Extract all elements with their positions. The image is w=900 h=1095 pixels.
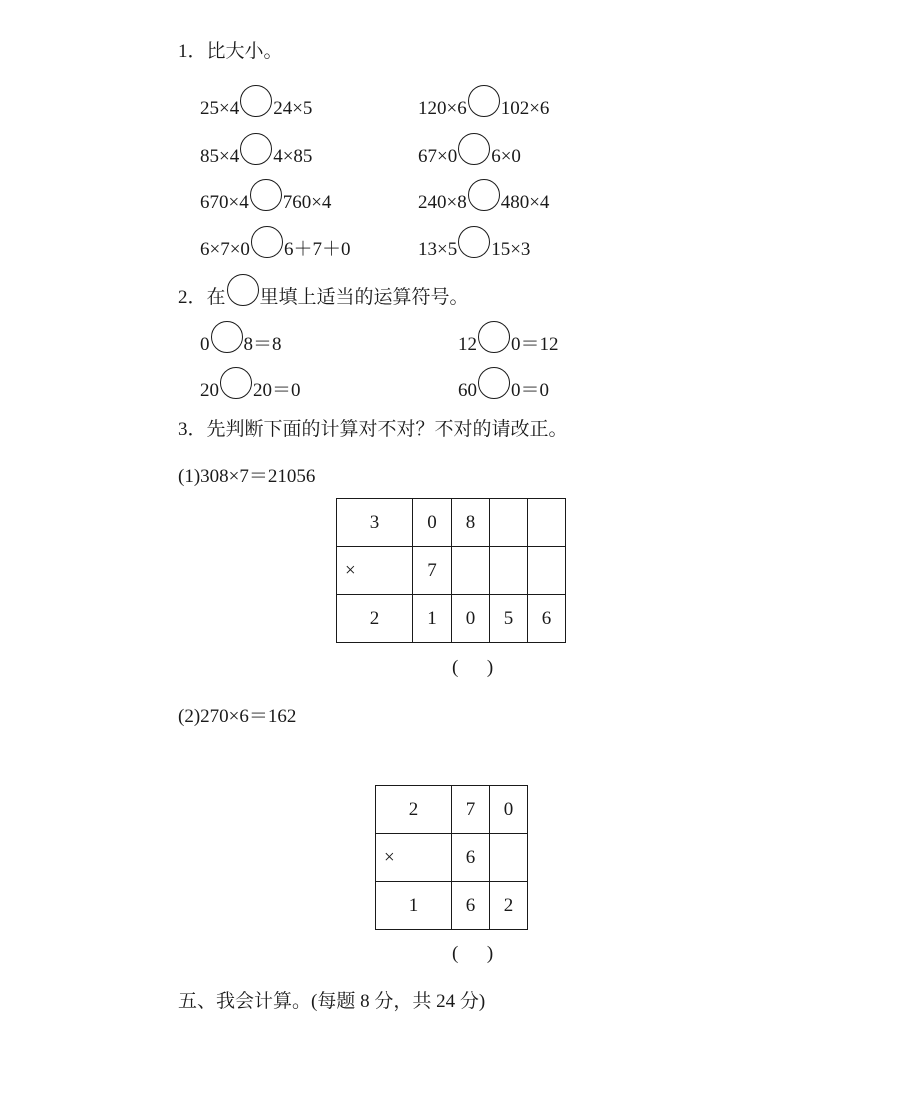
grid-cell: 3 xyxy=(337,499,413,547)
answer-circle[interactable] xyxy=(240,85,272,117)
problem1-answer-blank[interactable]: ( ) xyxy=(452,657,494,678)
compare-item: 67×0 6×0 xyxy=(418,141,521,173)
grid-cell: 8 xyxy=(452,499,490,547)
grid-cell xyxy=(490,499,528,547)
section5-heading: 五、我会计算。(每题 8 分，共 24 分) xyxy=(178,991,486,1012)
grid-cell: 2 xyxy=(490,882,528,930)
compare-item: 85×4 4×85 xyxy=(200,141,312,173)
grid-cell: 0 xyxy=(490,786,528,834)
answer-circle[interactable] xyxy=(211,321,243,353)
answer-circle[interactable] xyxy=(220,367,252,399)
answer-circle[interactable] xyxy=(478,321,510,353)
compare-item: 25×4 24×5 xyxy=(200,93,312,125)
problem2-grid xyxy=(375,785,528,930)
grid-cell xyxy=(490,834,528,882)
grid-cell xyxy=(452,547,490,595)
answer-circle[interactable] xyxy=(458,226,490,258)
section2-heading: 2．在 里填上适当的运算符号。 xyxy=(178,282,469,314)
problem2-answer-blank[interactable]: ( ) xyxy=(452,943,494,964)
grid-cell: 5 xyxy=(490,595,528,643)
operator-item: 60 0＝0 xyxy=(458,375,549,407)
problem1-grid xyxy=(336,498,566,643)
grid-cell: × xyxy=(337,547,413,595)
grid-cell: 0 xyxy=(413,499,452,547)
grid-cell xyxy=(528,547,566,595)
grid-cell: 2 xyxy=(337,595,413,643)
compare-item: 670×4 760×4 xyxy=(200,187,331,219)
grid-cell: × xyxy=(376,834,452,882)
compare-item: 240×8 480×4 xyxy=(418,187,549,219)
compare-item: 6×7×0 6＋7＋0 xyxy=(200,234,350,266)
answer-circle[interactable] xyxy=(251,226,283,258)
operator-item: 0 8＝8 xyxy=(200,329,282,361)
grid-cell: 7 xyxy=(413,547,452,595)
grid-cell: 1 xyxy=(413,595,452,643)
grid-cell xyxy=(528,499,566,547)
answer-circle[interactable] xyxy=(250,179,282,211)
operator-item: 20 20＝0 xyxy=(200,375,301,407)
grid-cell: 6 xyxy=(528,595,566,643)
answer-circle[interactable] xyxy=(478,367,510,399)
answer-circle[interactable] xyxy=(458,133,490,165)
section1-heading: 1．比大小。 xyxy=(178,41,283,62)
grid-cell: 7 xyxy=(452,786,490,834)
compare-item: 120×6 102×6 xyxy=(418,93,549,125)
answer-circle[interactable] xyxy=(240,133,272,165)
problem1-label: (1)308×7＝21056 xyxy=(178,466,316,487)
circle-symbol-icon xyxy=(227,274,259,306)
operator-item: 12 0＝12 xyxy=(458,329,559,361)
answer-circle[interactable] xyxy=(468,179,500,211)
grid-cell: 1 xyxy=(376,882,452,930)
grid-cell: 2 xyxy=(376,786,452,834)
compare-item: 13×5 15×3 xyxy=(418,234,530,266)
grid-cell: 0 xyxy=(452,595,490,643)
grid-cell: 6 xyxy=(452,882,490,930)
grid-cell xyxy=(490,547,528,595)
section3-heading: 3．先判断下面的计算对不对？不对的请改正。 xyxy=(178,419,568,440)
answer-circle[interactable] xyxy=(468,85,500,117)
problem2-label: (2)270×6＝162 xyxy=(178,706,297,727)
grid-cell: 6 xyxy=(452,834,490,882)
